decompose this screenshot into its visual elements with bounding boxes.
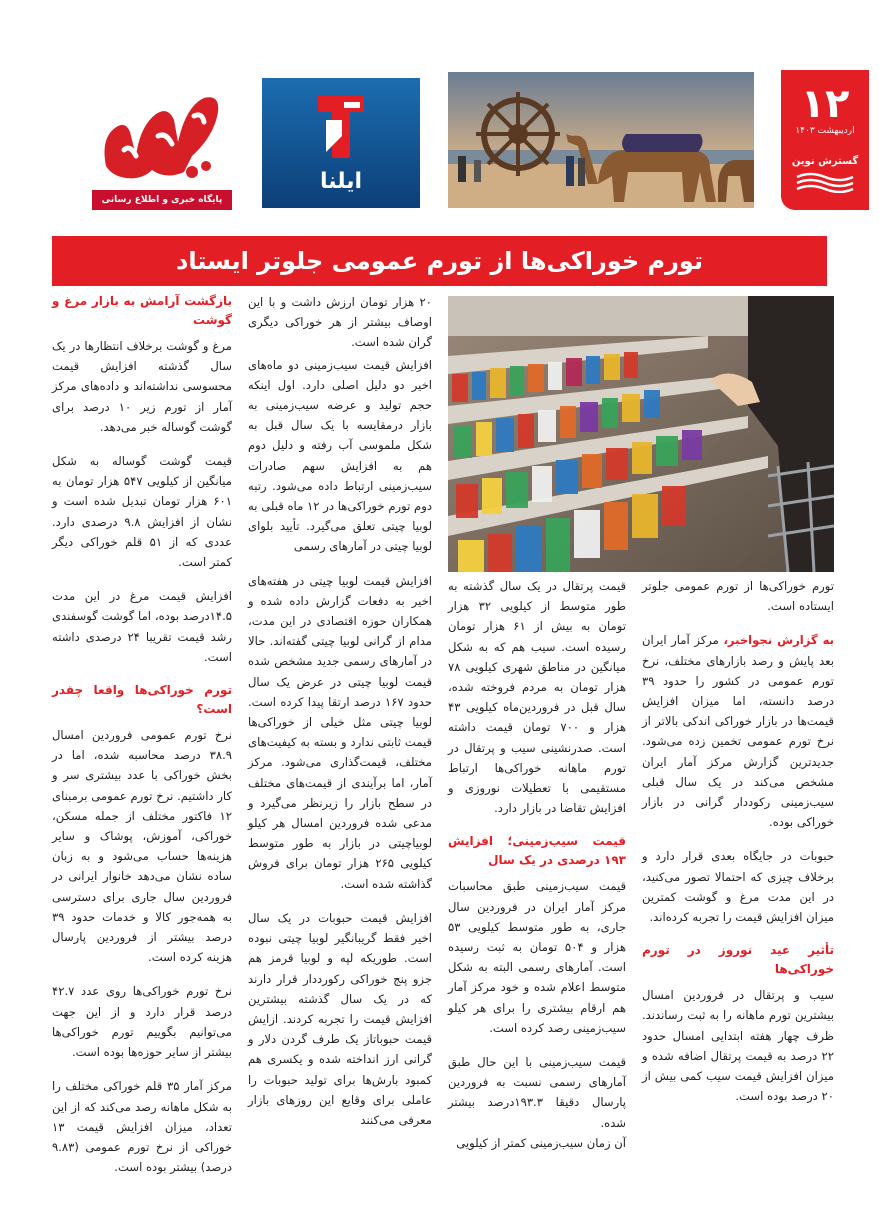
- column-2-paragraph-2: قیمت سیب‌زمینی طبق محاسبات مرکز آمار ایران در فروردین سال جاری، به طور متوسط کیلویی ۵۳ هزار و ۵۰۴ تومان به ثبت رسیده است. آمارهای رسمی البته به شکل متوسط اعلام شده و خود مرکز آمار هم ارقام بیشتری را برای هر کیلو سیب‌زمینی رصد کرده است.: [448, 879, 626, 1035]
- subheading-potato: قیمت سیب‌زمینی؛ افزایش ۱۹۳ درصدی در یک سال: [448, 834, 626, 868]
- issue-date: اردیبهشت ۱۴۰۳: [795, 126, 855, 136]
- hero-photo-beach-camels: [448, 72, 754, 208]
- column-3-paragraph-4: افزایش قیمت حبوبات در یک سال اخیر فقط گریبانگیر لوبیا چیتی نبوده است. طوریکه لپه و لوبیا قرمز هم جزو پنج خوراکی رکورددار قرار دارند که در یک سال گذشته بیشترین افزایش قیمت را تجربه کردند. ازایش قیمت حبوباتاز یک طرف گردن دلار و گرانی ارز انداخته شده و یکسری هم کمبود بارش‌ها برای تولید حبوبات را عاملی برای وقایع این روزهای بازار معرفی می‌کنند: [248, 910, 432, 1127]
- column-3: [248, 292, 432, 1130]
- subheading-meat: بازگشت آرامش به بازار مرغ و گوشت: [52, 294, 232, 327]
- column-4-paragraph-6: مرکز آمار ۳۵ قلم خوراکی مختلف را به شکل ماهانه رصد می‌کند که از این تعداد، میزان افزایش قیمت ۱۳ خوراکی از نرخ تورم عمومی (۹.۸۳ درصد) بیشتر بوده است.: [52, 1079, 232, 1175]
- column-2-paragraph-1: قیمت پرتقال در یک سال گذشته به طور متوسط از کیلویی ۳۲ هزار تومان به بیش از ۶۱ هزار تومان رسیده است. سیب هم که به شکل میانگین در مناطق شهری کیلویی ۷۸ هزار تومان به مردم فروخته شده، سال قبل در فروردین‌ماه کیلویی ۴۳ هزار و ۷۰۰ تومان قیمت داشته است. صدرنشینی سیب و پرتقال در تورم ماهانه خوراکی‌ها ارتباط مستقیمی با تعطیلات نوروزی و افزایش تقاضا در بازار دارد.: [448, 579, 626, 816]
- column-3-paragraph-3: افزایش قیمت لوبیا چیتی در هفته‌های اخیر به دفعات گزارش داده شده و همکاران حوزه اقتصادی در این مدت، مدام از گرانی لوبیا چیتی گفته‌اند. حالا در آمارهای رسمی جدید مشخص شده قیمت لوبیا چیتی در عرض یک سال حدود ۱۶۷ درصد ارتقا پیدا کرده است. لوبیا چیتی مثل خیلی از خوراکی‌ها قیمت ثابتی ندارد و بسته به کیفیت‌های مختلف، قیمت‌گذاری می‌شود. مرکز آمار، اما برآیندی از قیمت‌های مختلف در سطح بازار را زیرنظر می‌گیرد و مدعی شده فروردین امسال هر کیلو لوبیاچیتی در بازار به طور متوسط کیلویی ۲۶۵ هزار تومان برای فروش گذاشته شده است.: [248, 573, 432, 891]
- column-3-paragraph-2: افزایش قیمت سیب‌زمینی دو ماه‌های اخیر دو دلیل اصلی دارد. اول اینکه حجم تولید و عرضه سیب‌زمینی به بازار درمقایسه با یک سال قبل به شکل ملموسی آب رفته و دلیل دوم هم به افزایش سهم صادرات سیب‌زمینی ارتباط داده می‌شود. رتبه دوم تورم خوراکی‌ها در ۱۲ ماه قبلی به لوبیا چیتی تعلق می‌گیرد. تأیید بلوای لوبیا چیتی در آمارهای رسمی: [248, 357, 432, 554]
- column-4-paragraph-2: قیمت گوشت گوساله به شکل میانگین از کیلویی ۵۴۷ هزار تومان به ۶۰۱ هزار تومان تبدیل شده است و نشان از افزایش ۹.۸ درصدی دارد. عددی که از ۵۱ قلم خوراکی دیگر کمتر است.: [52, 454, 232, 570]
- photo-caption: تورم خوراکی‌ها از تورم عمومی جلوتر ایستاده است.: [642, 579, 834, 614]
- page-number: ۱۲: [800, 81, 850, 127]
- nabz-tagline: پایگاه خبری و اطلاع رسانی "نبض خبر": [92, 190, 232, 210]
- subheading-food-inflation: تورم خوراکی‌ها واقعا چقدر است؟: [52, 683, 232, 717]
- column-1-paragraph-3: سیب و پرتقال در فروردین امسال بیشترین تورم ماهانه را به ثبت رساندند. ظرف چهار هفته ابتدایی امسال حدود ۲۲ درصد به قیمت پرتقال اضافه شده و میزان افزایش قیمت سیب کمی بیش از ۲۰ درصد بوده است.: [642, 988, 834, 1104]
- ilna-logo-text: ایلنا: [319, 169, 363, 194]
- column-4: [52, 292, 232, 1177]
- column-1-paragraph-1: [642, 630, 834, 832]
- column-4-paragraph-5: نرخ تورم خوراکی‌ها روی عدد ۴۲.۷ درصد قرار دارد و از این جهت می‌توانیم بگوییم تورم خوراکی‌ها بیشتر از سایر حوزه‌ها بوده است.: [52, 984, 232, 1060]
- nabz-logo-wordmark: [0, 0, 1, 1]
- column-4-paragraph-1: مرغ و گوشت برخلاف انتظارها در یک سال گذشته افزایش قیمت محسوسی نداشته‌اند و داده‌های مرکز آمار از تورم زیر ۱۰ درصد برای گوشت گوساله خبر می‌دهد.: [52, 339, 232, 434]
- article-headline: تورم خوراکی‌ها از تورم عمومی جلوتر ایستاد: [52, 236, 827, 286]
- ilna-logo: [262, 78, 420, 208]
- lead-phrase: به گزارش نجواخبر،: [723, 633, 835, 648]
- column-2-paragraph-3: قیمت سیب‌زمینی با این حال طبق آمارهای رسمی نسبت به فروردین پارسال دقیقا ۱۹۳.۳درصد بیشتر شده.: [448, 1055, 626, 1130]
- nabz-logo: [96, 86, 226, 186]
- supermarket-photo: [448, 296, 834, 572]
- publication-brand: گسترش نوین: [791, 156, 859, 167]
- paragraph-text: مرکز آمار ایران بعد پایش و رصد بازارهای مختلف، نرخ تورم عمومی در کشور را حدود ۳۹ درصد دانسته، اما میزان افزایش قیمت‌ها در بازار خوراکی اندکی بالاتر از نرخ تورم عمومی تخمین زده می‌شود. جدیدترین گزارش مرکز آمار ایران مشخص می‌کند در یک سال قبلی سیب‌زمینی رکوددار گرانی در بازار خوراکی بوده.: [642, 633, 834, 830]
- waves-icon: [795, 171, 855, 193]
- column-4-paragraph-4: نرخ تورم عمومی فروردین امسال ۳۸.۹ درصد محاسبه شده، اما در بخش خوراکی با عدد بیشتری سر و کار داشتیم. نرخ تورم عمومی برمبنای ۱۲ فاکتور مختلف از جمله مسکن، خوراکی، آموزش، پوشاک و سایر هزینه‌ها حساب می‌شود و به زبان ساده نشان می‌دهد خانوار ایرانی در فروردین سال جاری برای دسترسی به همه‌جور کالا و خدمات حدود ۳۹ درصد بیشتر از فروردین پارسال هزینه کرده است.: [52, 728, 232, 965]
- column-3-paragraph-1: ۲۰ هزار تومان ارزش داشت و با این اوصاف بیشتر از هر خوراکی دیگری گران شده است.: [248, 295, 432, 350]
- column-4-paragraph-3: افزایش قیمت مرغ در این مدت ۱۴.۵درصد بوده، اما گوشت گوسفندی رشد قیمت تقریبا ۲۴ درصدی داشته است.: [52, 589, 232, 664]
- ilna-emblem-icon: [314, 92, 368, 162]
- column-1-paragraph-2: حبوبات در جایگاه بعدی قرار دارد و برخلاف چیزی که احتمالا تصور می‌کنید، در این مدت مرغ و گوشت کمترین میزان افزایش قیمت را تجربه کرده‌اند.: [642, 849, 834, 925]
- subheading-nowruz: تأثیر عید نوروز در تورم خوراکی‌ها: [642, 943, 834, 977]
- page-number-tab: [781, 70, 869, 210]
- column-1: [642, 576, 834, 1106]
- column-2: [448, 576, 626, 1153]
- column-2-paragraph-4: آن زمان سیب‌زمینی کمتر از کیلویی: [456, 1135, 626, 1150]
